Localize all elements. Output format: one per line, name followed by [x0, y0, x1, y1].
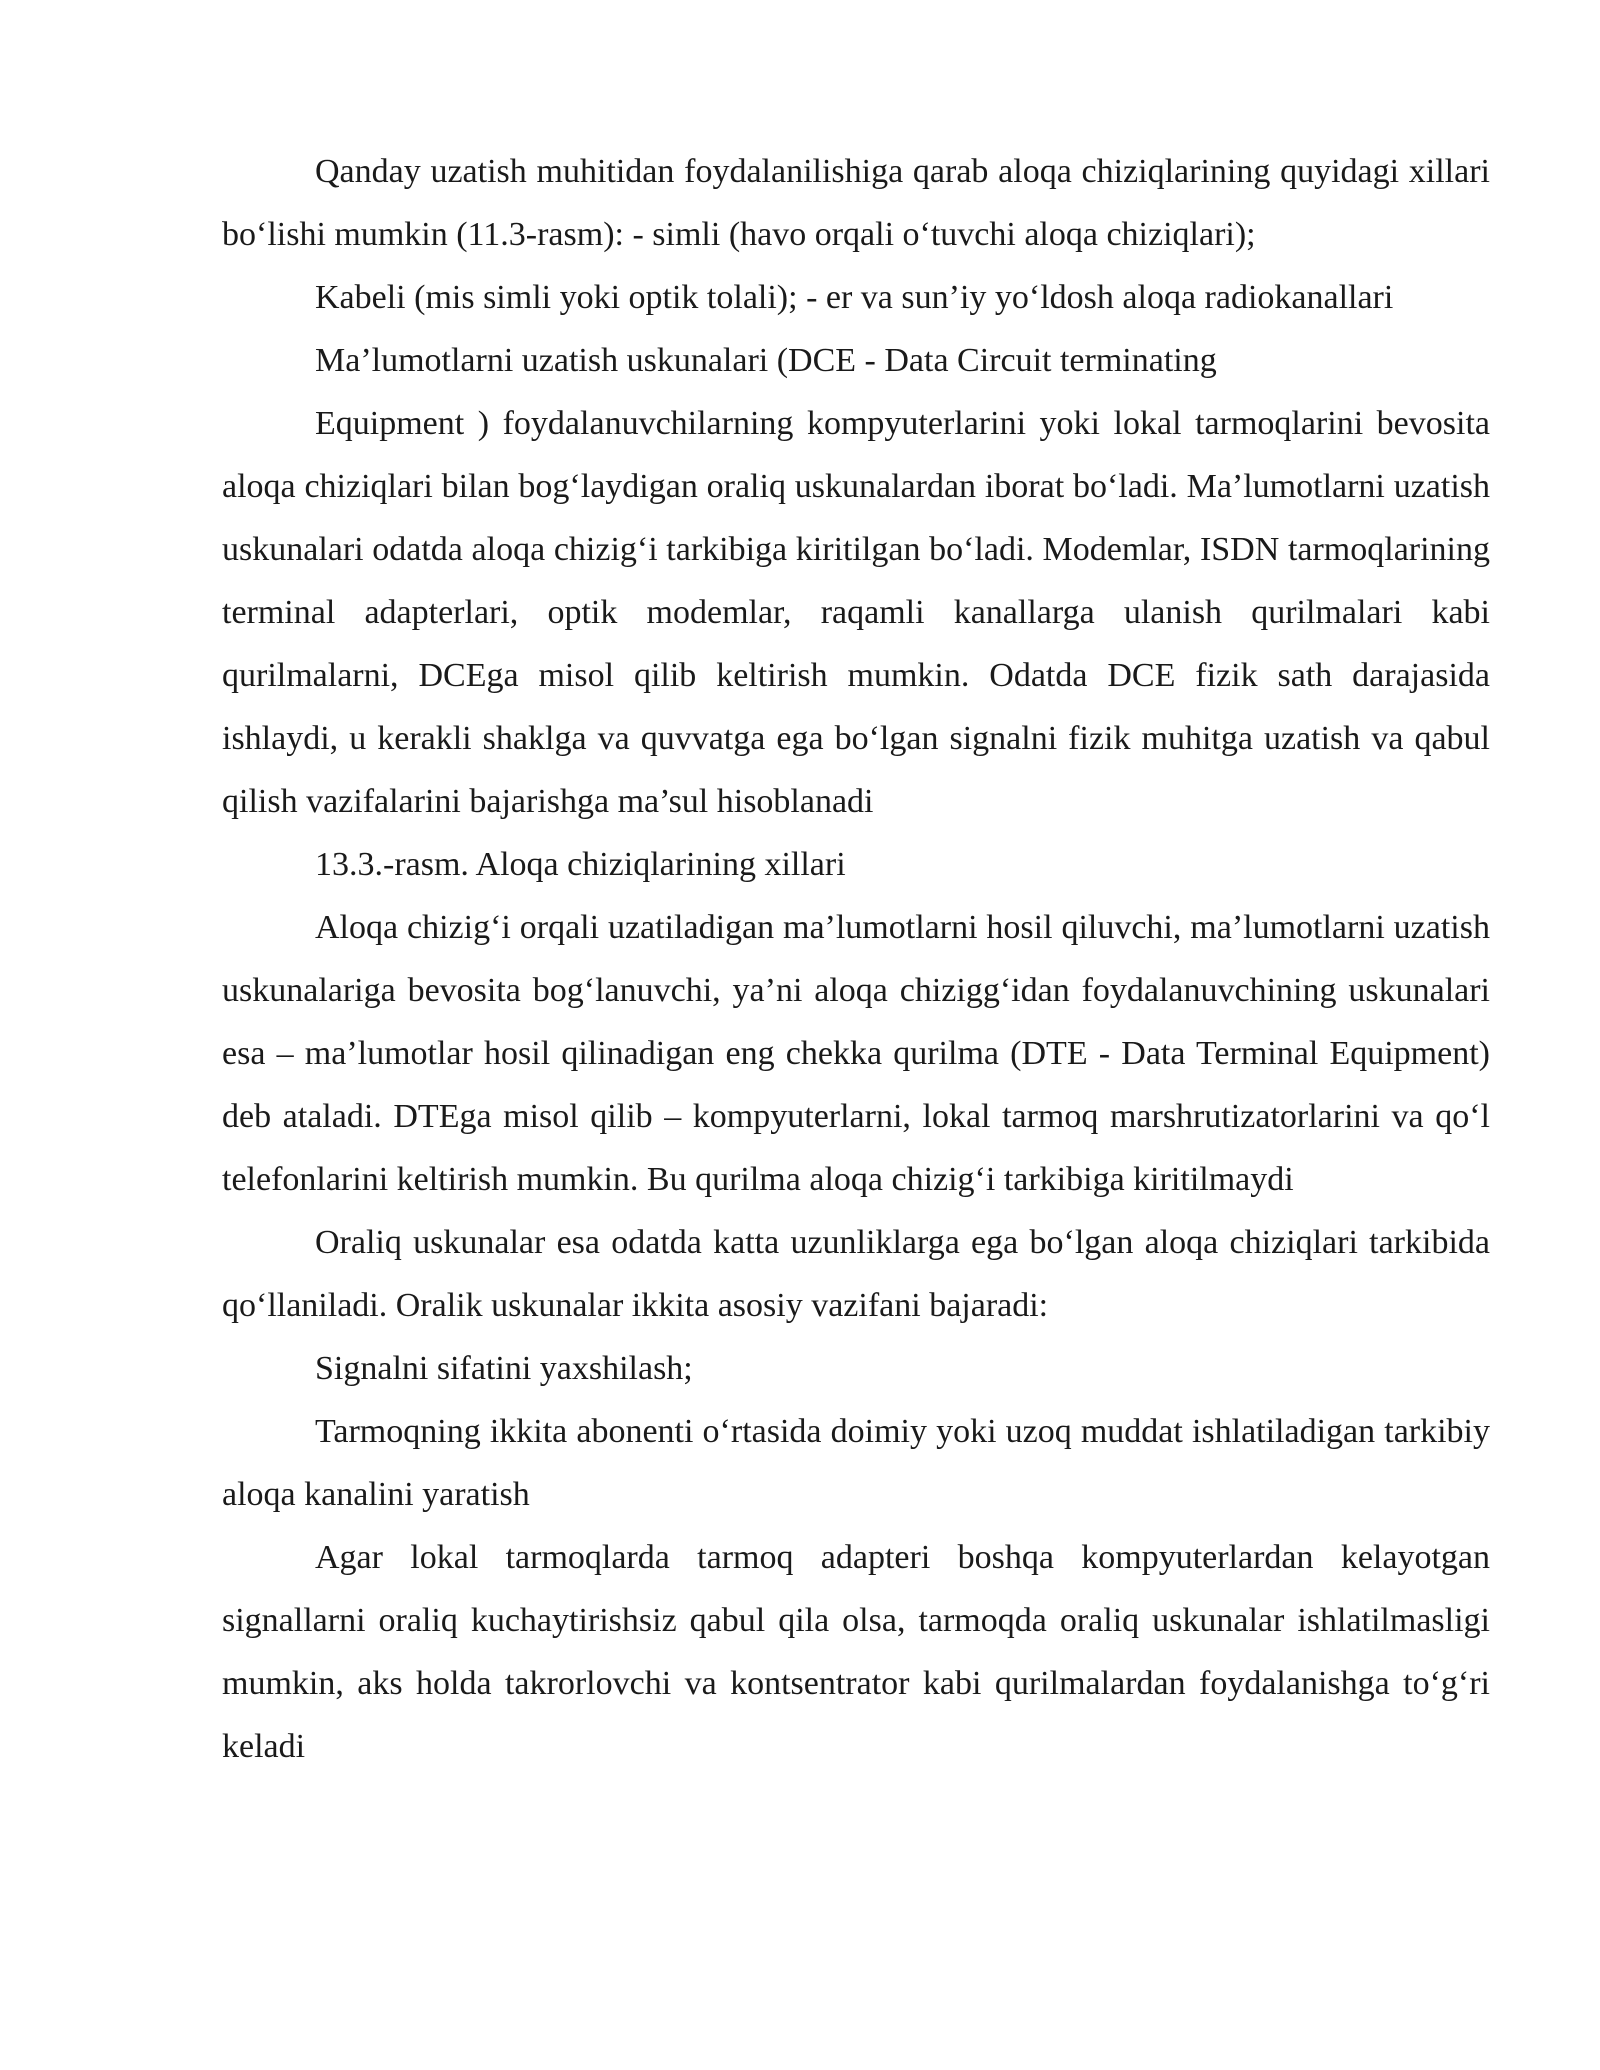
figure-caption: 13.3.-rasm. Aloqa chiziqlarining xillari [315, 846, 846, 883]
paragraph-dce-description: Equipment ) foydalanuvchilarning kompyuterlarini yoki lokal tarmoqlarini bevosita aloqa chiziqlari bilan bog‘laydigan oraliq uskunalardan iborat bo‘ladi. Ma’lumotlarni uzatish uskunalari odatda aloqa chizig‘i tarkibiga kiritilgan bo‘ladi. Modemlar, ISDN tarmoqlarining terminal adapterlari, optik modemlar, raqamli kanallarga ulanish qurilmalari kabi qurilmalarni, DCEga misol qilib keltirish mumkin. Odatda DCE fizik sath darajasida ishlaydi, u kerakli shaklga va quvvatga ega bo‘lgan signalni fizik muhitga uzatish va qabul qilish vazifalarini bajarishga ma’sul hisoblanadi [222, 405, 1490, 820]
paragraph-channel-creation: Tarmoqning ikkita abonenti o‘rtasida doimiy yoki uzoq muddat ishlatiladigan tarkibiy aloqa kanalini yaratish [222, 1413, 1490, 1513]
paragraph-cable-types: Kabeli (mis simli yoki optik tolali); - er va sun’iy yo‘ldosh aloqa radiokanallari [315, 279, 1394, 316]
document-page [222, 140, 1490, 1778]
paragraph-dte-description: Aloqa chizig‘i orqali uzatiladigan ma’lumotlarni hosil qiluvchi, ma’lumotlarni uzatish uskunalariga bevosita bog‘lanuvchi, ya’ni aloqa chizigg‘idan foydalanuvchining uskunalari esa – ma’lumotlar hosil qilinadigan eng chekka qurilma (DTE - Data Terminal Equipment) deb ataladi. DTEga misol qilib – kompyuterlarni, lokal tarmoq marshrutizatorlarini va qo‘l telefonlarini keltirish mumkin. Bu qurilma aloqa chizig‘i tarkibiga kiritilmaydi [222, 909, 1490, 1198]
paragraph-dce-heading: Ma’lumotlarni uzatish uskunalari (DCE - Data Circuit terminating [315, 342, 1217, 379]
paragraph-intermediate-equipment: Oraliq uskunalar esa odatda katta uzunliklarga ega bo‘lgan aloqa chiziqlari tarkibida qo‘llaniladi. Oralik uskunalar ikkita asosiy vazifani bajaradi: [222, 1224, 1490, 1324]
paragraph-local-networks: Agar lokal tarmoqlarda tarmoq adapteri boshqa kompyuterlardan kelayotgan signallarni oraliq kuchaytirishsiz qabul qila olsa, tarmoqda oraliq uskunalar ishlatilmasligi mumkin, aks holda takrorlovchi va kontsentrator kabi qurilmalardan foydalanishga to‘g‘ri keladi [222, 1539, 1490, 1765]
paragraph-line-types: Qanday uzatish muhitidan foydalanilishiga qarab aloqa chiziqlarining quyidagi xillari bo‘lishi mumkin (11.3-rasm): - simli (havo orqali o‘tuvchi aloqa chiziqlari); [222, 153, 1490, 253]
paragraph-signal-quality: Signalni sifatini yaxshilash; [315, 1350, 693, 1387]
